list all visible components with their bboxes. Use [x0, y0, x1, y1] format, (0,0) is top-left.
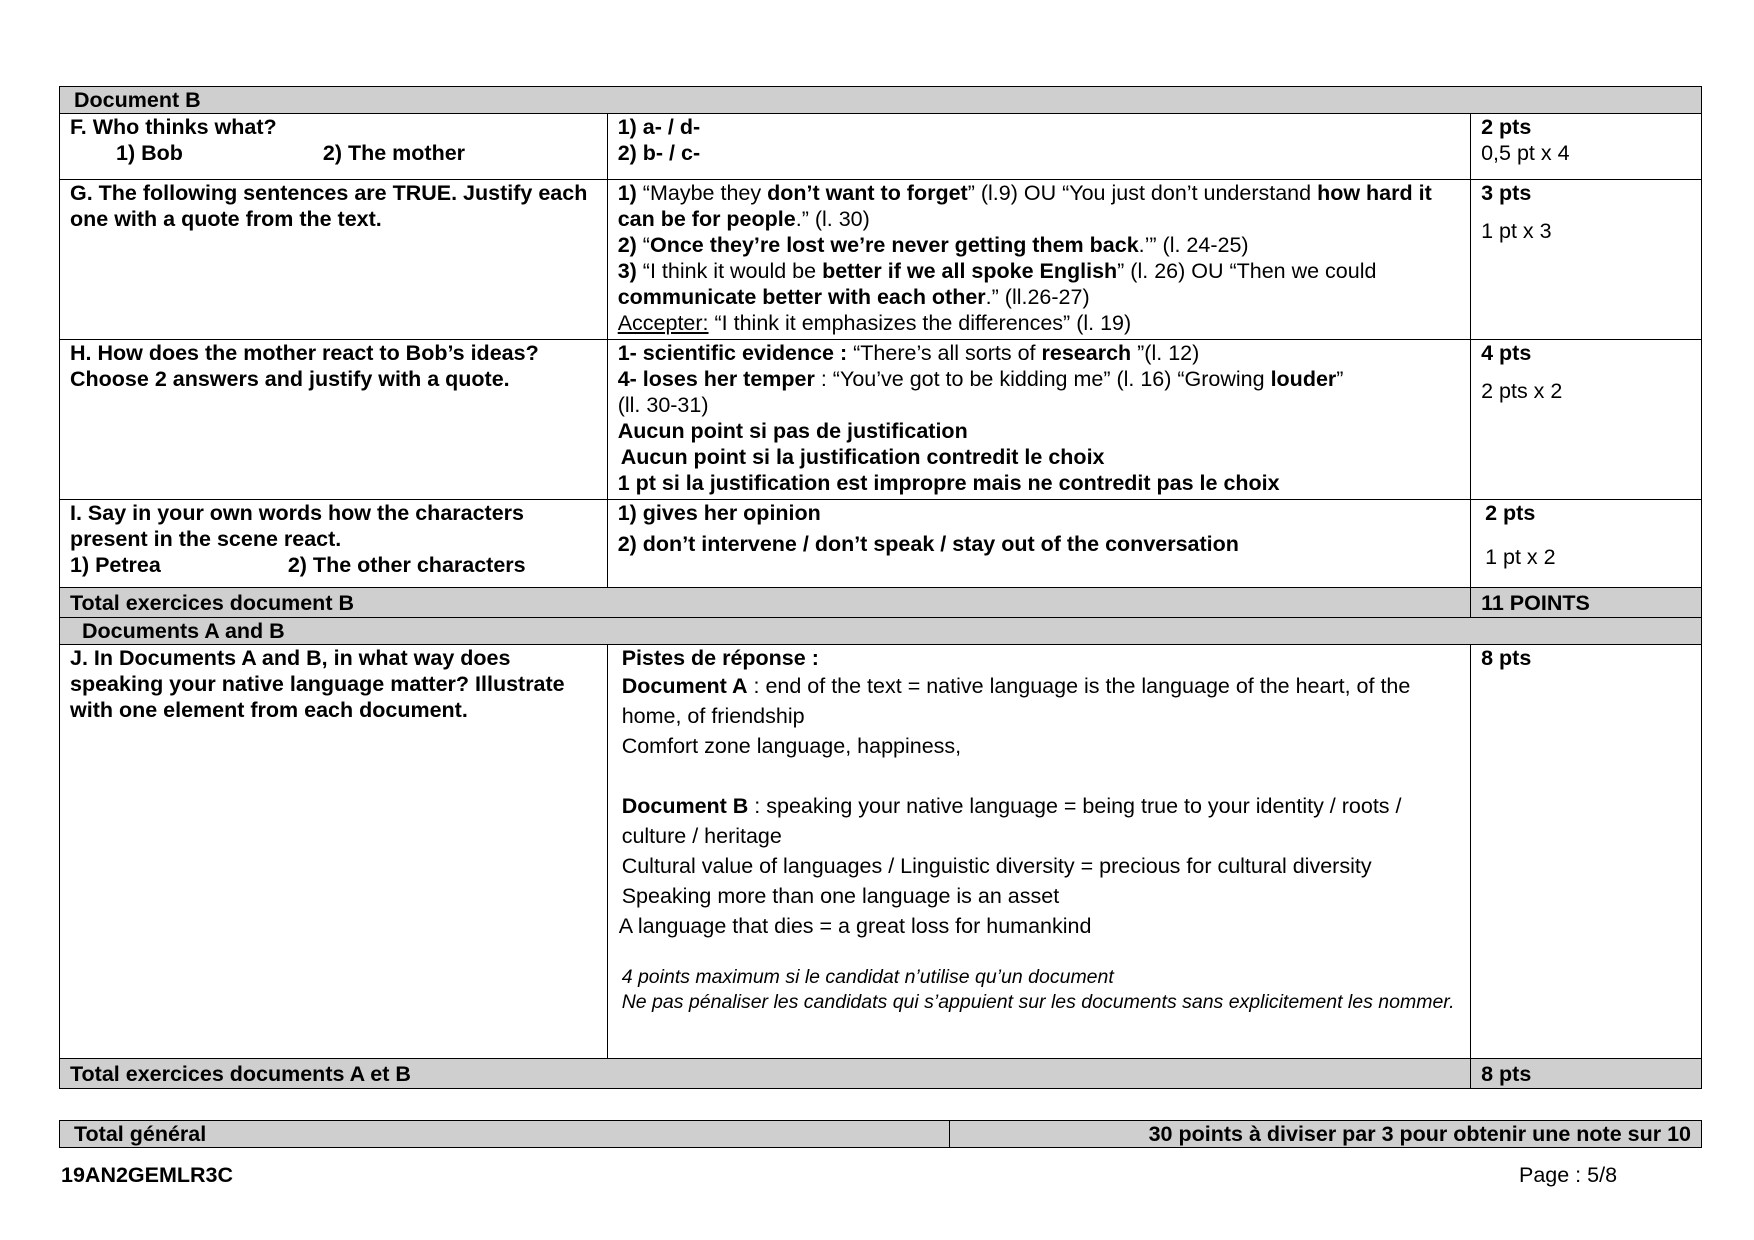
answer-line: Cultural value of languages / Linguistic diversity = precious for cultural diversity	[621, 854, 1372, 878]
answer-line: 2) b- / c-	[617, 141, 701, 165]
row-f	[60, 114, 1702, 180]
option-petrea: 1) Petrea	[70, 553, 161, 577]
total-ab-label: Total exercices documents A et B	[60, 1059, 1471, 1089]
points-value: 2 pts	[1481, 115, 1532, 139]
points-detail: 1 pt x 3	[1481, 219, 1552, 243]
note-line: Ne pas pénaliser les candidats qui s’appuient sur les documents sans explicitement les nommer.	[621, 991, 1455, 1013]
points-value: 2 pts	[1485, 501, 1536, 525]
answer-line: Comfort zone language, happiness,	[621, 734, 962, 758]
answer-g	[607, 180, 1470, 340]
doc-b-label: Document B	[621, 794, 749, 818]
accepter-label: Accepter:	[617, 311, 709, 335]
points-g	[1471, 180, 1702, 340]
section-title: Documents A and B	[82, 619, 285, 643]
answer-line: 2) don’t intervene / don’t speak / stay out of the conversation	[617, 532, 1239, 556]
answer-heading: Pistes de réponse :	[621, 646, 819, 670]
section-header-documents-ab	[60, 618, 1702, 645]
total-ab-value: 8 pts	[1471, 1059, 1702, 1089]
points-f	[1471, 114, 1702, 180]
page-number: Page : 5/8	[1519, 1163, 1618, 1187]
total-general-value: 30 points à diviser par 3 pour obtenir une note sur 10	[950, 1121, 1702, 1148]
total-general-table	[59, 1120, 1702, 1148]
option-other: 2) The other characters	[287, 553, 526, 577]
option-bob: 1) Bob	[116, 141, 183, 165]
answer-line: 1) “Maybe they don’t want to forget” (l.9) OU “You just don’t understand how hard it can be for people.” (l. 30)	[617, 181, 1432, 231]
question-text: G. The following sentences are TRUE. Justify each one with a quote from the text.	[70, 181, 588, 231]
points-detail: 2 pts x 2	[1481, 379, 1563, 403]
question-text: F. Who thinks what?	[70, 115, 277, 139]
note-line: 4 points maximum si le candidat n’utilise qu’un document	[621, 966, 1114, 988]
row-h	[60, 340, 1702, 500]
question-text: J. In Documents A and B, in what way does speaking your native language matter? Illustrate with one element from each document.	[70, 646, 565, 722]
row-total-ab	[60, 1059, 1702, 1089]
grading-table	[59, 86, 1702, 1089]
row-total-b	[60, 588, 1702, 618]
options-line	[70, 552, 597, 578]
question-h	[60, 340, 608, 500]
answer-line: Document A : end of the text = native language is the language of the heart, of the home, of friendship	[621, 674, 1411, 728]
answer-line: 2) “Once they’re lost we’re never getting them back.’” (l. 24-25)	[617, 233, 1249, 257]
points-j	[1471, 645, 1702, 1059]
row-g	[60, 180, 1702, 340]
points-detail: 1 pt x 2	[1485, 545, 1556, 569]
question-i	[60, 500, 608, 588]
question-text: I. Say in your own words how the characters present in the scene react.	[70, 501, 524, 551]
options-line	[70, 140, 597, 166]
doc-a-label: Document A	[621, 674, 748, 698]
section-title: Document B	[74, 88, 201, 112]
question-f	[60, 114, 608, 180]
answer-line: Speaking more than one language is an asset	[621, 884, 1060, 908]
answer-line: 4- loses her temper : “You’ve got to be kidding me” (l. 16) “Growing louder”	[617, 367, 1344, 391]
points-value: 8 pts	[1481, 646, 1532, 670]
note-line: 1 pt si la justification est impropre mais ne contredit pas le choix	[617, 471, 1280, 495]
answer-line: 1- scientific evidence : “There’s all sorts of research ”(l. 12)	[617, 341, 1200, 365]
question-j	[60, 645, 608, 1059]
answer-f	[607, 114, 1470, 180]
section-header-document-b	[60, 87, 1702, 114]
note-line: Aucun point si la justification contredit le choix	[620, 445, 1105, 469]
answer-line: 3) “I think it would be better if we all spoke English” (l. 26) OU “Then we could communicate better with each other.” (ll.26-27)	[617, 259, 1377, 309]
total-b-label: Total exercices document B	[60, 588, 1471, 618]
answer-line: 1) gives her opinion	[617, 501, 821, 525]
total-b-value: 11 POINTS	[1471, 588, 1702, 618]
question-g	[60, 180, 608, 340]
answer-h	[607, 340, 1470, 500]
answer-line: Accepter: “I think it emphasizes the differences” (l. 19)	[617, 311, 1132, 335]
question-text: H. How does the mother react to Bob’s ideas? Choose 2 answers and justify with a quote.	[70, 341, 539, 391]
points-i	[1471, 500, 1702, 588]
points-detail: 0,5 pt x 4	[1481, 141, 1570, 165]
answer-line: (ll. 30-31)	[617, 393, 709, 417]
answer-j	[607, 645, 1470, 1059]
total-general-label: Total général	[60, 1121, 950, 1148]
option-mother: 2) The mother	[322, 141, 466, 165]
row-j	[60, 645, 1702, 1059]
row-i	[60, 500, 1702, 588]
answer-line: 1) a- / d-	[617, 115, 701, 139]
answer-line: A language that dies = a great loss for humankind	[618, 914, 1092, 938]
answer-line: Document B : speaking your native language = being true to your identity / roots / culture / heritage	[621, 794, 1402, 848]
answer-i	[607, 500, 1470, 588]
points-value: 3 pts	[1481, 181, 1532, 205]
points-value: 4 pts	[1481, 341, 1532, 365]
document-code: 19AN2GEMLR3C	[61, 1163, 234, 1187]
note-line: Aucun point si pas de justification	[617, 419, 968, 443]
points-h	[1471, 340, 1702, 500]
